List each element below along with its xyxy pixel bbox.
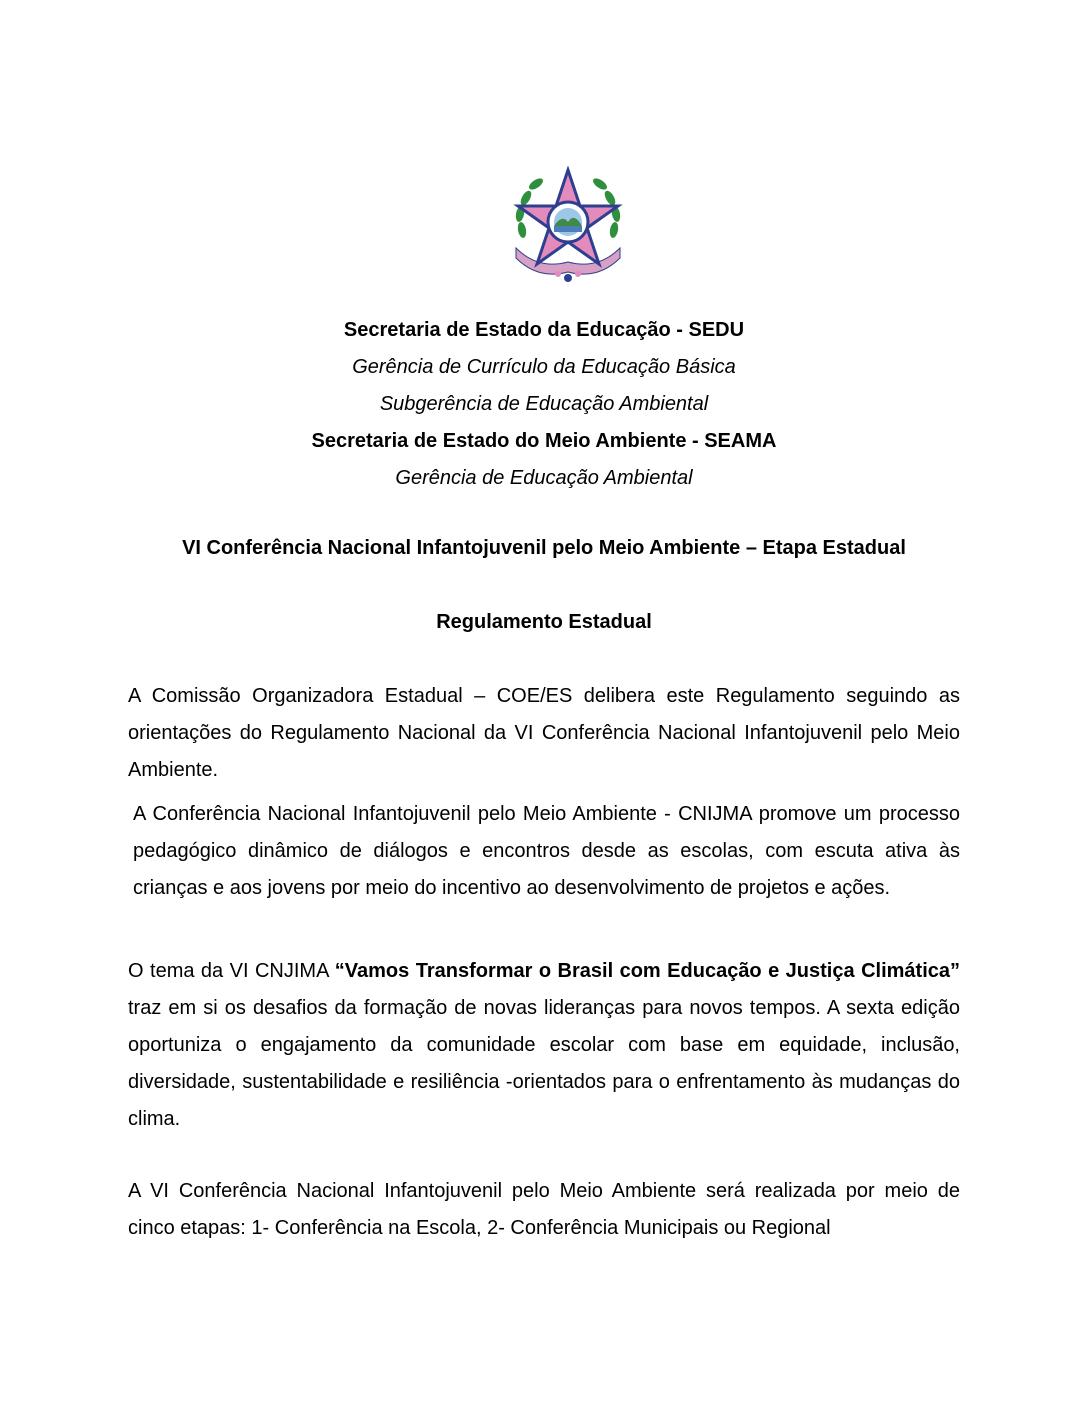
paragraph-3 [128, 953, 960, 1138]
gerencia-educacao-ambiental: Gerência de Educação Ambiental [395, 467, 693, 489]
paragraph-4: A VI Conferência Nacional Infantojuvenil pelo Meio Ambiente será realizada por meio de cinco etapas: 1- Conferência na Escola, 2- Conferência Municipais ou Regional [128, 1180, 960, 1239]
subgerencia-educacao-ambiental: Subgerência de Educação Ambiental [379, 393, 709, 415]
secretaria-meio-ambiente: Secretaria de Estado do Meio Ambiente - SEAMA [311, 430, 777, 452]
espirito-santo-coat-of-arms-icon [508, 166, 628, 288]
gerencia-curriculo: Gerência de Currículo da Educação Básica [352, 356, 736, 378]
paragraph-2: A Conferência Nacional Infantojuvenil pelo Meio Ambiente - CNIJMA promove um processo pedagógico dinâmico de diálogos e encontros desde as escolas, com escuta ativa às crianças e aos jovens por meio do incentivo ao desenvolvimento de projetos e ações. [133, 803, 960, 899]
paragraph-3-start: O tema da VI CNJIMA [128, 960, 335, 982]
header-block [0, 312, 1088, 497]
paragraph-3-end: traz em si os desafios da formação de novas lideranças para novos tempos. A sexta edição oportuniza o engajamento da comunidade escolar com base em equidade, inclusão, diversidade, sustentabilidade e resiliência -orientados para o enfrentamento às mudanças do clima. [128, 997, 960, 1130]
paragraph-1: A Comissão Organizadora Estadual – COE/ES delibera este Regulamento seguindo as orientações do Regulamento Nacional da VI Conferência Nacional Infantojuvenil pelo Meio Ambiente. [128, 685, 960, 781]
secretaria-educacao: Secretaria de Estado da Educação - SEDU [343, 319, 745, 341]
conference-title: VI Conferência Nacional Infantojuvenil pelo Meio Ambiente – Etapa Estadual [182, 537, 906, 559]
theme-quote: “Vamos Transformar o Brasil com Educação e Justiça Climática” [334, 960, 960, 982]
regulation-title: Regulamento Estadual [436, 611, 652, 633]
